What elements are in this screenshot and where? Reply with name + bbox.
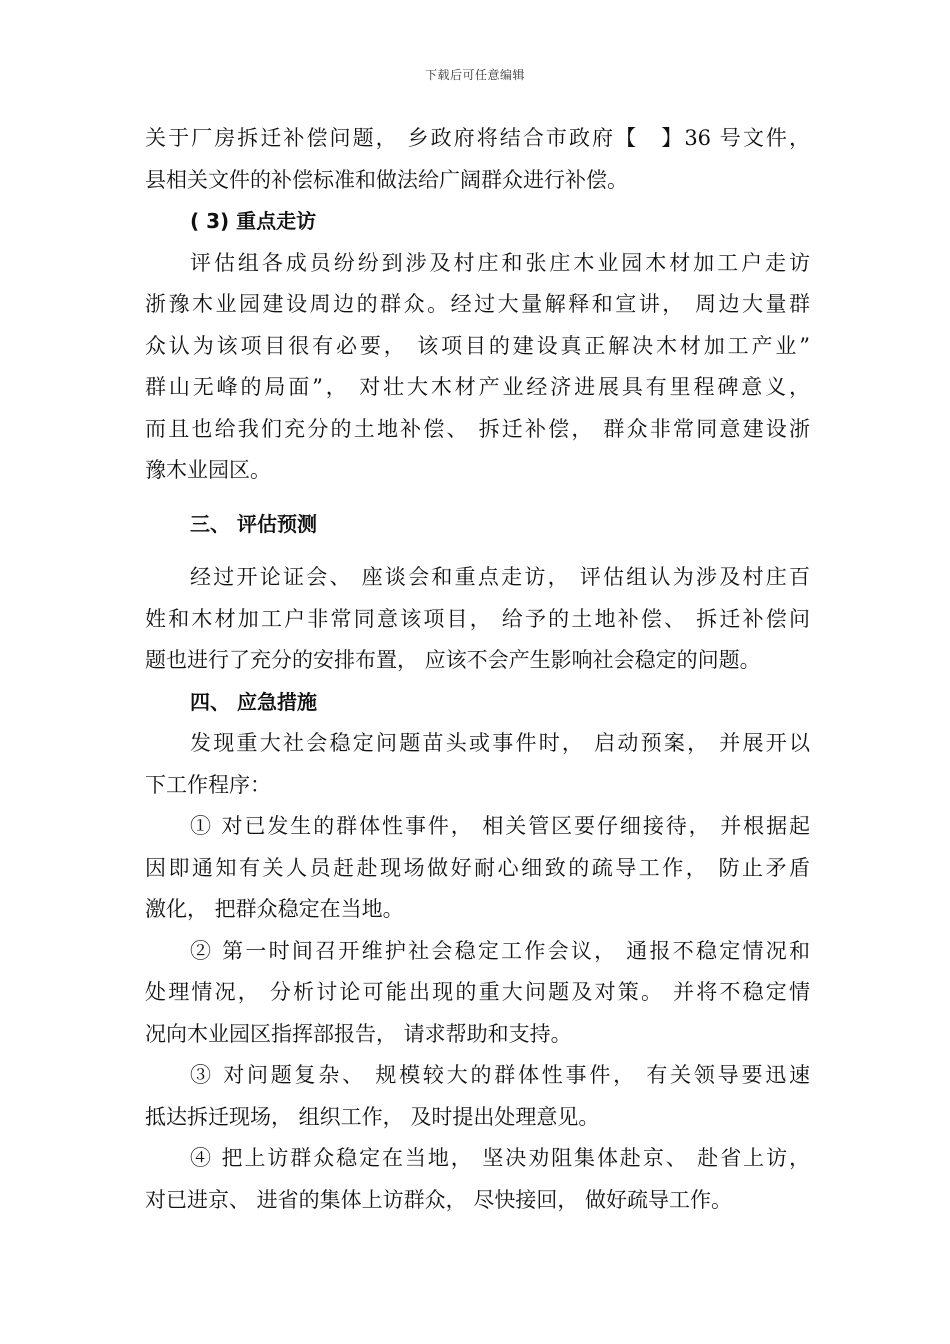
document-body [145,118,810,1221]
page-header: 下载后可任意编辑 [424,68,525,82]
paragraph-line: 众认为该项目很有必要， 该项目的建设真正解决木材加工产业” [145,333,810,358]
paragraph-line: 浙豫木业园建设周边的群众。经过大量解释和宣讲， 周边大量群 [145,292,810,316]
list-item-line: ④ 把上访群众稳定在当地， 坚决劝阻集体赴京、 赴省上访， [190,1146,810,1170]
list-item-line: ③ 对问题复杂、 规模较大的群体性事件， 有关领导要迅速 [190,1063,810,1087]
paragraph-line: 关于厂房拆迁补偿问题， 乡政府将结合市政府【 】36 号文件， [145,126,810,150]
list-item-line: 激化， 把群众稳定在当地。 [145,897,404,921]
paragraph-line: 群山无峰的局面”， 对壮大木材产业经济进展具有里程碑意义， [145,375,810,399]
list-item-line: ② 第一时间召开维护社会稳定工作会议， 通报不稳定情况和 [190,938,810,963]
section-heading: 三、 评估预测 [190,511,317,536]
paragraph-line: 经过开论证会、 座谈会和重点走访， 评估组认为涉及村庄百 [190,565,810,589]
list-item-line: 处理情况， 分析讨论可能出现的重大问题及对策。 并将不稳定情 [145,980,810,1004]
paragraph-line: 题也进行了充分的安排布置， 应该不会产生影响社会稳定的问题。 [145,648,761,672]
list-item-line: 因即通知有关人员赶赴现场做好耐心细致的疏导工作， 防止矛盾 [145,855,810,880]
section-heading: 四、 应急措施 [190,689,317,714]
section-heading: ( 3) 重点走访 [190,209,317,233]
paragraph-line: 下工作程序： [145,772,271,797]
paragraph-line: 豫木业园区。 [145,458,271,482]
paragraph-line: 发现重大社会稳定问题苗头或事件时， 启动预案， 并展开以 [190,731,810,755]
list-item-line: 对已进京、 进省的集体上访群众， 尽快接回， 做好疏导工作。 [145,1187,733,1212]
list-item-line: 况向木业园区指挥部报告， 请求帮助和支持。 [145,1021,572,1046]
list-item-line: ① 对已发生的群体性事件， 相关管区要仔细接待， 并根据起 [190,814,810,838]
paragraph-line: 评估组各成员纷纷到涉及村庄和张庄木业园木材加工户走访 [190,250,810,275]
paragraph-line: 县相关文件的补偿标准和做法给广阔群众进行补偿。 [145,167,628,192]
paragraph-line: 而且也给我们充分的土地补偿、 拆迁补偿， 群众非常同意建设浙 [145,416,810,441]
list-item-line: 抵达拆迁现场， 组织工作， 及时提出处理意见。 [145,1104,600,1129]
paragraph-line: 姓和木材加工户非常同意该项目， 给予的土地补偿、 拆迁补偿问 [145,606,810,631]
